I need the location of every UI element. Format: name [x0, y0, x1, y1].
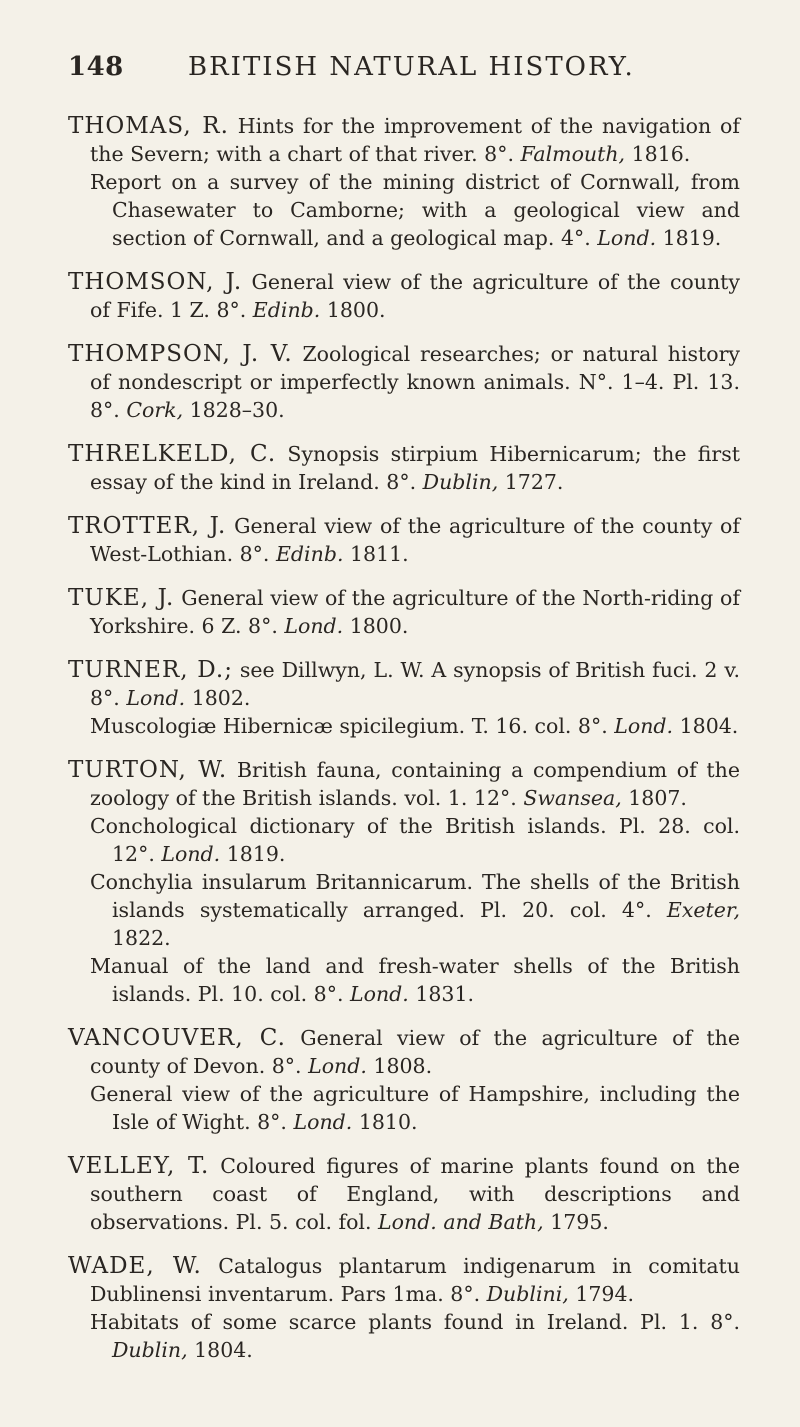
work-imprint: Cork, — [126, 398, 184, 422]
work-citation — [90, 952, 740, 1008]
work-citation — [90, 1080, 740, 1136]
work-imprint: Exeter, — [666, 898, 740, 922]
bibliography-entry — [68, 584, 740, 640]
author-name: VANCOUVER, C. — [68, 1025, 286, 1051]
running-head: BRITISH NATURAL HISTORY. — [188, 52, 635, 82]
work-title: Synopsis stirpium Hibernicarum; the first essay of the kind in Ireland. 8°. — [90, 442, 740, 494]
work-year: 1822. — [112, 926, 171, 950]
work-year: 1802. — [191, 686, 251, 710]
bibliography-entry — [68, 268, 740, 324]
bibliography-entry — [68, 112, 740, 252]
work-citation — [68, 512, 740, 568]
work-title: Manual of the land and fresh-water shells of the British islands. Pl. 10. col. 8°. — [90, 954, 740, 1006]
work-year: 1727. — [504, 470, 564, 494]
work-imprint: Lond. — [126, 686, 186, 710]
work-citation — [68, 268, 740, 324]
work-title: General view of the agriculture of Hampshire, including the Isle of Wight. 8°. — [90, 1082, 740, 1134]
work-year: 1831. — [415, 982, 475, 1006]
work-year: 1816. — [631, 142, 691, 166]
work-imprint: Lond. — [293, 1110, 353, 1134]
work-imprint: Lond. — [308, 1054, 367, 1078]
work-year: 1800. — [349, 614, 409, 638]
work-imprint: Lond. and Bath, — [378, 1210, 544, 1234]
bibliography-entry — [68, 656, 740, 740]
work-title: General view of the agriculture of the county of West-Lothian. 8°. — [90, 514, 740, 566]
work-citation — [90, 868, 740, 952]
bibliography-entry — [68, 1024, 740, 1136]
bibliography-entry — [68, 512, 740, 568]
page-number: 148 — [68, 52, 124, 82]
bibliography-entry — [68, 340, 740, 424]
work-title: British fauna, containing a compendium of the zoology of the British islands. vol. 1. 12°. — [90, 758, 740, 810]
work-citation — [68, 112, 740, 168]
author-name: THOMAS, R. — [68, 113, 229, 139]
work-title: Conchological dictionary of the British islands. Pl. 28. col. 12°. — [90, 814, 740, 866]
author-name: WADE, W. — [68, 1253, 202, 1279]
work-imprint: Edinb. — [252, 298, 321, 322]
work-title: Coloured figures of marine plants found on the southern coast of England, with descriptions and observations. Pl. 5. col. fol. — [90, 1154, 740, 1234]
work-imprint: Lond. — [284, 614, 344, 638]
author-name: TURTON, W. — [68, 757, 228, 783]
work-imprint: Edinb. — [275, 542, 344, 566]
author-name: TROTTER, J. — [68, 513, 227, 539]
work-citation — [90, 1308, 740, 1364]
work-year: 1800. — [326, 298, 386, 322]
work-imprint: Swansea, — [523, 786, 622, 810]
author-name: VELLEY, T. — [68, 1153, 210, 1179]
work-title: General view of the agriculture of the North-riding of Yorkshire. 6 Z. 8°. — [90, 586, 740, 638]
page-header — [68, 52, 740, 86]
author-name: THRELKELD, C. — [68, 441, 277, 467]
work-year: 1810. — [358, 1110, 418, 1134]
work-citation — [68, 440, 740, 496]
work-year: 1804. — [194, 1338, 253, 1362]
work-citation — [68, 756, 740, 812]
work-citation — [68, 656, 740, 712]
author-name: THOMPSON, J. V. — [68, 341, 293, 367]
work-title: Catalogus plantarum indigenarum in comitatu Dublinensi inventarum. Pars 1ma. 8°. — [90, 1254, 740, 1306]
work-year: 1819. — [226, 842, 286, 866]
work-title: Muscologiæ Hibernicæ spicilegium. T. 16. col. 8°. — [90, 714, 608, 738]
work-year: 1828–30. — [189, 398, 285, 422]
work-title: Zoological researches; or natural history of nondescript or imperfectly known animals. N°. 1–4. Pl. 13. 8°. — [90, 342, 740, 422]
work-citation — [90, 168, 740, 252]
work-imprint: Lond. — [350, 982, 409, 1006]
work-imprint: Dublin, — [112, 1338, 188, 1362]
work-imprint: Dublini, — [486, 1282, 569, 1306]
bibliography-entry — [68, 1152, 740, 1236]
work-year: 1819. — [662, 226, 722, 250]
work-title: Conchylia insularum Britannicarum. The shells of the British islands systematically arranged. Pl. 20. col. 4°. — [90, 870, 740, 922]
work-title: see Dillwyn, L. W. A synopsis of British fuci. 2 v. 8°. — [90, 658, 741, 710]
author-name: TURNER, D.; — [68, 657, 233, 683]
work-citation — [68, 584, 740, 640]
bibliography-entry — [68, 440, 740, 496]
work-title: General view of the agriculture of the county of Devon. 8°. — [90, 1026, 740, 1078]
author-name: TUKE, J. — [68, 585, 175, 611]
author-name: THOMSON, J. — [68, 269, 243, 295]
work-imprint: Lond. — [597, 226, 657, 250]
work-citation — [90, 712, 740, 740]
work-citation — [68, 1024, 740, 1080]
work-citation — [90, 812, 740, 868]
work-imprint: Dublin, — [422, 470, 499, 494]
work-year: 1807. — [628, 786, 687, 810]
bibliography-list — [68, 112, 740, 1364]
work-title: Hints for the improvement of the navigation of the Severn; with a chart of that river. 8°. — [90, 114, 740, 166]
work-year: 1808. — [373, 1054, 433, 1078]
work-year: 1795. — [550, 1210, 609, 1234]
bibliography-entry — [68, 756, 740, 1008]
work-imprint: Lond. — [161, 842, 221, 866]
bibliography-entry — [68, 1252, 740, 1364]
work-imprint: Lond. — [614, 714, 674, 738]
work-imprint: Falmouth, — [520, 142, 626, 166]
work-year: 1811. — [350, 542, 409, 566]
work-title: Report on a survey of the mining district of Cornwall, from Chasewater to Camborne; with a geological view and section of Cornwall, and a geological map. 4°. — [90, 170, 740, 250]
work-citation — [68, 1252, 740, 1308]
work-citation — [68, 1152, 740, 1236]
work-title: Habitats of some scarce plants found in Ireland. Pl. 1. 8°. — [90, 1310, 740, 1334]
work-citation — [68, 340, 740, 424]
work-year: 1804. — [679, 714, 739, 738]
work-title: General view of the agriculture of the county of Fife. 1 Z. 8°. — [90, 270, 740, 322]
work-year: 1794. — [575, 1282, 634, 1306]
